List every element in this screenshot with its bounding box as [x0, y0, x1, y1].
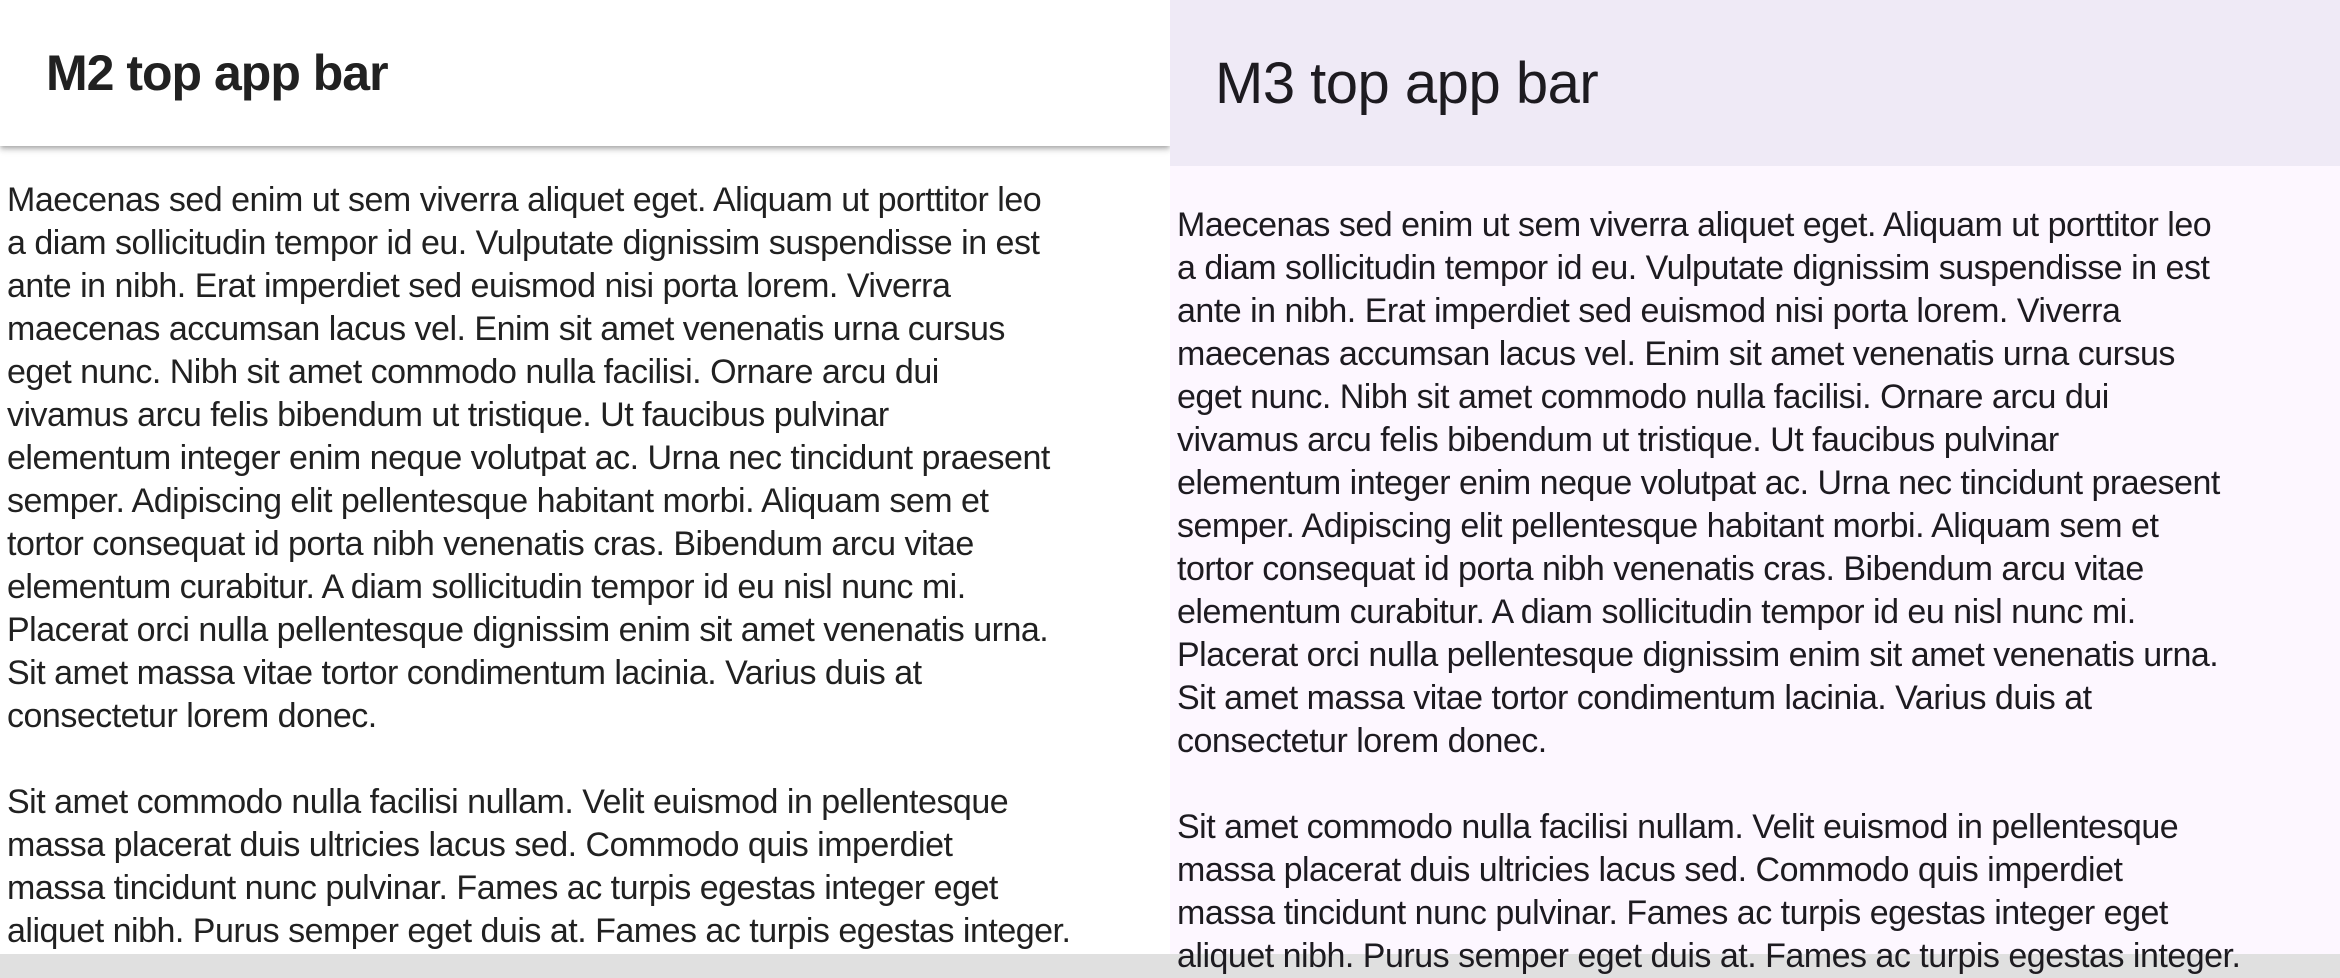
text-line: Sit amet massa vitae tortor condimentum lacinia. Varius duis at: [7, 654, 922, 692]
text-line: aliquet nibh. Purus semper eget duis at. Fames ac turpis egestas integer.: [1177, 937, 2241, 975]
text-line: Placerat orci nulla pellentesque dignissim enim sit amet venenatis urna.: [7, 611, 1049, 649]
text-line: eget nunc. Nibh sit amet commodo nulla facilisi. Ornare arcu dui: [7, 353, 939, 391]
m2-scroll-content[interactable]: [0, 146, 1170, 953]
text-line: ante in nibh. Erat imperdiet sed euismod nisi porta lorem. Viverra: [1177, 292, 2121, 330]
text-line: consectetur lorem donec.: [1177, 722, 1547, 760]
text-line: Maecenas sed enim ut sem viverra aliquet eget. Aliquam ut porttitor leo: [1177, 206, 2212, 244]
text-line: aliquet nibh. Purus semper eget duis at. Fames ac turpis egestas integer.: [7, 912, 1071, 950]
m2-app-bar-title: M2 top app bar: [46, 45, 388, 101]
text-line: ante in nibh. Erat imperdiet sed euismod nisi porta lorem. Viverra: [7, 267, 951, 305]
m3-top-app-bar: [1170, 0, 2340, 166]
m3-paragraph-2: [1177, 806, 2340, 978]
text-line: a diam sollicitudin tempor id eu. Vulputate dignissim suspendisse in est: [1177, 249, 2210, 287]
text-line: elementum curabitur. A diam sollicitudin tempor id eu nisl nunc mi.: [1177, 593, 2136, 631]
m3-scroll-content[interactable]: [1170, 166, 2340, 978]
text-line: semper. Adipiscing elit pellentesque habitant morbi. Aliquam sem et: [7, 482, 989, 520]
text-line: Placerat orci nulla pellentesque dignissim enim sit amet venenatis urna.: [1177, 636, 2219, 674]
text-line: elementum integer enim neque volutpat ac. Urna nec tincidunt praesent: [7, 439, 1050, 477]
m2-top-app-bar: [0, 0, 1170, 146]
text-line: vivamus arcu felis bibendum ut tristique. Ut faucibus pulvinar: [7, 396, 889, 434]
text-line: massa placerat duis ultricies lacus sed. Commodo quis imperdiet: [7, 826, 953, 864]
text-line: massa tincidunt nunc pulvinar. Fames ac turpis egestas integer eget: [7, 869, 998, 907]
text-line: massa placerat duis ultricies lacus sed. Commodo quis imperdiet: [1177, 851, 2123, 889]
m3-app-bar-title: M3 top app bar: [1215, 50, 1599, 116]
text-line: semper. Adipiscing elit pellentesque habitant morbi. Aliquam sem et: [1177, 507, 2159, 545]
text-line: maecenas accumsan lacus vel. Enim sit amet venenatis urna cursus: [7, 310, 1005, 348]
text-line: consectetur lorem donec.: [7, 697, 377, 735]
text-line: massa tincidunt nunc pulvinar. Fames ac turpis egestas integer eget: [1177, 894, 2168, 932]
text-line: Sit amet commodo nulla facilisi nullam. Velit euismod in pellentesque: [7, 783, 1009, 821]
text-line: Sit amet massa vitae tortor condimentum lacinia. Varius duis at: [1177, 679, 2092, 717]
m2-panel: [0, 0, 1170, 954]
text-line: Maecenas sed enim ut sem viverra aliquet eget. Aliquam ut porttitor leo: [7, 181, 1042, 219]
text-line: eget nunc. Nibh sit amet commodo nulla facilisi. Ornare arcu dui: [1177, 378, 2109, 416]
text-line: Sit amet commodo nulla facilisi nullam. Velit euismod in pellentesque: [1177, 808, 2179, 846]
text-line: a diam sollicitudin tempor id eu. Vulputate dignissim suspendisse in est: [7, 224, 1040, 262]
m3-paragraph-1: [1177, 204, 2340, 763]
text-line: vivamus arcu felis bibendum ut tristique. Ut faucibus pulvinar: [1177, 421, 2059, 459]
text-line: elementum integer enim neque volutpat ac. Urna nec tincidunt praesent: [1177, 464, 2220, 502]
text-line: maecenas accumsan lacus vel. Enim sit amet venenatis urna cursus: [1177, 335, 2175, 373]
text-line: elementum curabitur. A diam sollicitudin tempor id eu nisl nunc mi.: [7, 568, 966, 606]
m3-panel: [1170, 0, 2340, 975]
text-line: tortor consequat id porta nibh venenatis cras. Bibendum arcu vitae: [1177, 550, 2144, 588]
m2-paragraph-1: [7, 179, 1170, 738]
m2-paragraph-2: [7, 781, 1170, 953]
text-line: tortor consequat id porta nibh venenatis cras. Bibendum arcu vitae: [7, 525, 974, 563]
